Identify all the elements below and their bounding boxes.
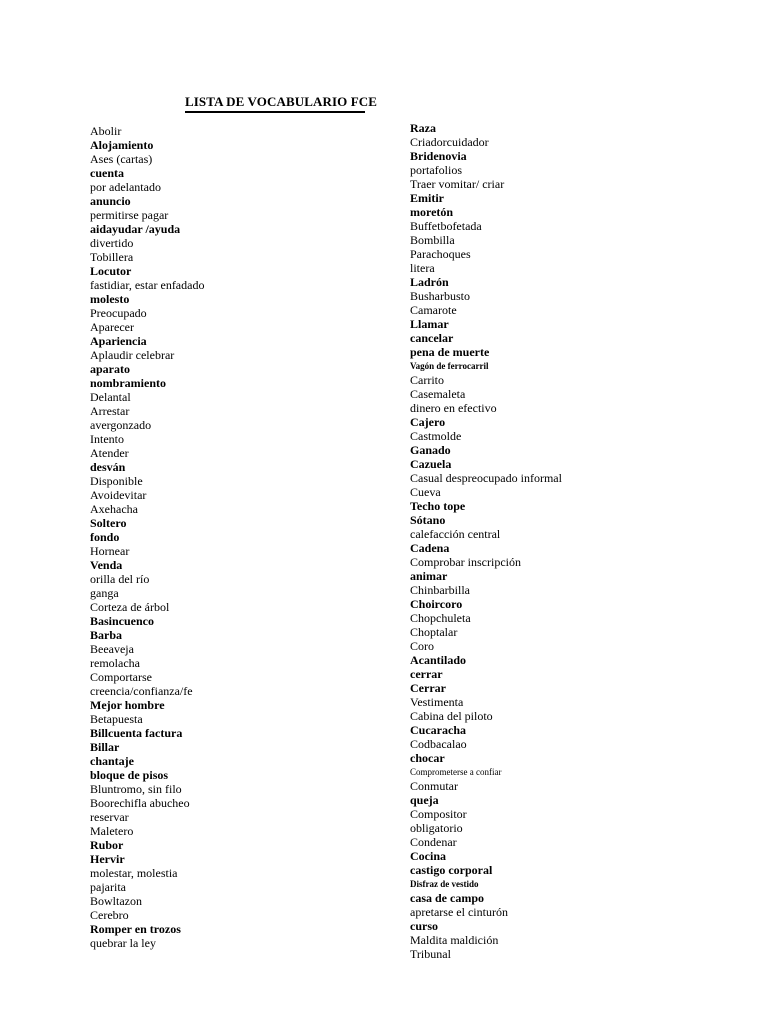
left-column-term: Abolir [90,124,122,138]
right-column-term: Carrito [410,373,444,387]
left-column-term: Billar [90,740,120,754]
right-column-term: Bridenovia [410,149,467,163]
right-column-term: Maldita maldición [410,933,499,947]
right-column-term: Condenar [410,835,457,849]
right-column-term: Llamar [410,317,449,331]
right-column-term: Ladrón [410,275,449,289]
right-column-term: apretarse el cinturón [410,905,508,919]
left-column-term: Romper en trozos [90,922,181,936]
left-column-term: Intento [90,432,124,446]
right-column-term: curso [410,919,438,933]
left-column-term: Rubor [90,838,124,852]
left-column-term: Mejor hombre [90,698,165,712]
right-column-term: dinero en efectivo [410,401,497,415]
left-column-term: Bluntromo, sin filo [90,782,182,796]
left-column-term: divertido [90,236,134,250]
right-column-term: animar [410,569,448,583]
left-column-term: Cerebro [90,908,129,922]
left-column-term: Boorechifla abucheo [90,796,190,810]
right-column-term: Ganado [410,443,451,457]
right-column-term: litera [410,261,435,275]
left-column-term: Apariencia [90,334,147,348]
right-column-term: Cocina [410,849,446,863]
left-column-term: permitirse pagar [90,208,169,222]
left-column-term: Axehacha [90,502,138,516]
right-column-term: cerrar [410,667,443,681]
right-column-term: Cadena [410,541,450,555]
right-column-term: Codbacalao [410,737,467,751]
left-column-term: molestar, molestia [90,866,178,880]
left-column-term: Atender [90,446,129,460]
left-column-term: Avoidevitar [90,488,147,502]
right-column-term: Tribunal [410,947,451,961]
left-column-term: bloque de pisos [90,768,169,782]
right-column-term: Bombilla [410,233,455,247]
left-column-term: nombramiento [90,376,166,390]
right-column-term: queja [410,793,439,807]
left-column-term: Aplaudir celebrar [90,348,175,362]
left-column-term: fastidiar, estar enfadado [90,278,205,292]
left-column-term: Aparecer [90,320,134,334]
left-column-term: aparato [90,362,130,376]
right-column-term: Casemaleta [410,387,466,401]
left-column-term: Arrestar [90,404,130,418]
left-column-term: Betapuesta [90,712,143,726]
left-column-term: Delantal [90,390,131,404]
left-column-term: molesto [90,292,130,306]
right-column-term: Acantilado [410,653,467,667]
right-column-term: chocar [410,751,445,765]
left-column-term: avergonzado [90,418,152,432]
left-column-term: Billcuenta factura [90,726,183,740]
right-column-term: Comprometerse a confiar [410,767,502,777]
left-column-term: chantaje [90,754,134,768]
left-column-term: Basincuenco [90,614,155,628]
left-column-term: desván [90,460,126,474]
right-column-term: Emitir [410,191,444,205]
left-column-term: Maletero [90,824,134,838]
left-column-term: Ases (cartas) [90,152,153,166]
vocabulary-column-left [90,124,204,950]
right-column-term: Cabina del piloto [410,709,493,723]
right-column-term: Criadorcuidador [410,135,489,149]
right-column-term: Coro [410,639,434,653]
right-column-term: pena de muerte [410,345,490,359]
left-column-term: Barba [90,628,123,642]
left-column-term: Comportarse [90,670,152,684]
right-column-term: Busharbusto [410,289,470,303]
left-column-term: cuenta [90,166,124,180]
right-column-term: Casual despreocupado informal [410,471,562,485]
right-column-term: Parachoques [410,247,471,261]
right-column-term: moretón [410,205,454,219]
right-column-term: Conmutar [410,779,458,793]
right-column-term: Sótano [410,513,446,527]
left-column-term: Locutor [90,264,132,278]
right-column-term: Vagón de ferrocarril [410,361,489,371]
document-title: LISTA DE VOCABULARIO FCE [185,94,365,113]
left-column-term: creencia/confianza/fe [90,684,193,698]
left-column-term: orilla del río [90,572,150,586]
right-column-term: Compositor [410,807,467,821]
left-column-term: por adelantado [90,180,161,194]
right-column-term: Vestimenta [410,695,464,709]
right-column-term: Cazuela [410,457,452,471]
left-column-term: Disponible [90,474,143,488]
right-column-term: Traer vomitar/ criar [410,177,505,191]
right-column-term: Chinbarbilla [410,583,470,597]
right-column-term: obligatorio [410,821,463,835]
right-column-term: calefacción central [410,527,501,541]
right-column-term: Choircoro [410,597,463,611]
right-column-term: portafolios [410,163,462,177]
right-column-term: castigo corporal [410,863,493,877]
left-column-term: Preocupado [90,306,147,320]
left-column-term: Tobillera [90,250,134,264]
right-column-term: casa de campo [410,891,484,905]
left-column-term: Hervir [90,852,125,866]
right-column-term: Choptalar [410,625,458,639]
right-column-term: Buffetbofetada [410,219,482,233]
vocabulary-column-right [410,121,562,961]
right-column-term: Castmolde [410,429,462,443]
right-column-term: Cerrar [410,681,446,695]
left-column-term: pajarita [90,880,126,894]
right-column-term: Raza [410,121,436,135]
right-column-term: Chopchuleta [410,611,471,625]
left-column-term: Beeaveja [90,642,134,656]
right-column-term: Comprobar inscripción [410,555,521,569]
left-column-term: reservar [90,810,129,824]
right-column-term: Disfraz de vestido [410,879,479,889]
left-column-term: Venda [90,558,123,572]
left-column-term: fondo [90,530,120,544]
left-column-term: ganga [90,586,119,600]
left-column-term: aidayudar /ayuda [90,222,181,236]
left-column-term: Bowltazon [90,894,142,908]
left-column-term: Soltero [90,516,127,530]
left-column-term: remolacha [90,656,140,670]
left-column-term: Hornear [90,544,130,558]
left-column-term: Corteza de árbol [90,600,170,614]
right-column-term: Cueva [410,485,441,499]
right-column-term: Camarote [410,303,457,317]
right-column-term: Cucaracha [410,723,466,737]
right-column-term: Cajero [410,415,446,429]
left-column-term: anuncio [90,194,131,208]
right-column-term: cancelar [410,331,454,345]
left-column-term: Alojamiento [90,138,154,152]
right-column-term: Techo tope [410,499,466,513]
left-column-term: quebrar la ley [90,936,156,950]
